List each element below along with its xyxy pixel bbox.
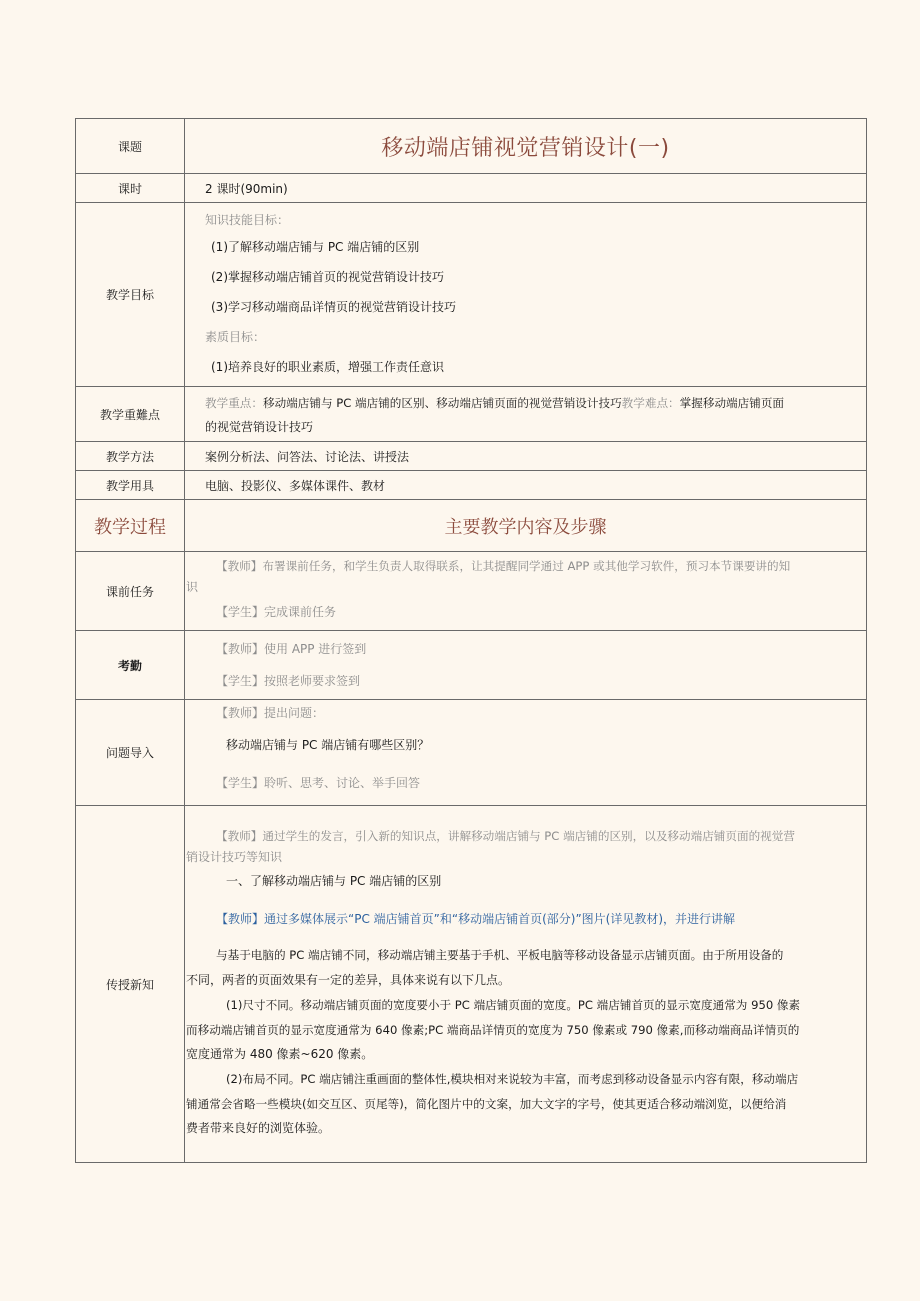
goals-cell xyxy=(185,203,867,387)
tools-label: 教学用具 xyxy=(76,471,185,500)
intro-student: 【学生】聆听、思考、讨论、举手回答 xyxy=(216,776,421,790)
key-text-1: 移动端店铺与 PC 端店铺的区别、移动端店铺页面的视觉营销设计技巧 xyxy=(262,396,622,410)
pre-student: 【学生】完成课前任务 xyxy=(216,605,337,619)
tools-value: 电脑、投影仪、多媒体课件、教材 xyxy=(185,471,867,500)
pre-teacher-a: 【教师】布署课前任务，和学生负责人取得联系，让其提醒同学通过 APP 或其他学习软件，预习本节课要讲的知 xyxy=(216,559,791,573)
intro-label: 问题导入 xyxy=(76,700,185,806)
teach-blue-note: 【教师】通过多媒体展示“PC 端店铺首页”和“移动端店铺首页(部分)”图片(详见教材)，并进行讲解 xyxy=(216,912,736,926)
goal-item: (2)掌握移动端店铺首页的视觉营销设计技巧 xyxy=(211,269,444,284)
teach-para-1b: 销设计技巧等知识 xyxy=(186,850,283,864)
key-head-1: 教学重点： xyxy=(205,396,263,410)
teach-para-3a: (1)尺寸不同。移动端店铺页面的宽度要小于 PC 端店铺页面的宽度。PC 端店铺首页的显示宽度通常为 950 像素 xyxy=(226,998,801,1012)
goals-label: 教学目标 xyxy=(76,203,185,387)
intro-cell xyxy=(185,700,867,806)
intro-teacher: 【教师】提出问题： xyxy=(216,706,325,720)
goal-item: (3)学习移动端商品详情页的视觉营销设计技巧 xyxy=(211,299,456,314)
intro-question: 移动端店铺与 PC 端店铺有哪些区别？ xyxy=(226,738,430,752)
lesson-plan xyxy=(75,118,867,1163)
teach-para-4a: (2)布局不同。PC 端店铺注重画面的整体性,模块相对来说较为丰富，而考虑到移动设备显示内容有限，移动端店 xyxy=(226,1072,799,1086)
goal-item: (1)培养良好的职业素质，增强工作责任意识 xyxy=(211,359,444,374)
method-label: 教学方法 xyxy=(76,442,185,471)
teach-para-3c: 宽度通常为 480 像素~620 像素。 xyxy=(186,1047,374,1061)
process-label: 教学过程 xyxy=(76,500,185,552)
pre-label: 课前任务 xyxy=(76,552,185,631)
teach-cell xyxy=(185,806,867,1163)
teach-para-2b: 不同，两者的页面效果有一定的差异，具体来说有以下几点。 xyxy=(186,973,511,987)
teach-para-4c: 费者带来良好的浏览体验。 xyxy=(186,1121,331,1135)
key-text-2a: 掌握移动端店铺页面 xyxy=(679,396,785,410)
attend-teacher: 【教师】使用 APP 进行签到 xyxy=(216,642,367,656)
key-head-2: 教学难点： xyxy=(621,396,680,410)
goals-knowledge-head: 知识技能目标： xyxy=(205,212,290,227)
hours-label: 课时 xyxy=(76,174,185,203)
attend-student: 【学生】按照老师要求签到 xyxy=(216,674,361,688)
teach-para-4b: 铺通常会省略一些模块(如交互区、页尾等)，简化图片中的文案，加大文字的字号，使其更适合移动端浏览，以便给消 xyxy=(186,1097,787,1111)
teach-label: 传授新知 xyxy=(76,806,185,1163)
key-label: 教学重難点 xyxy=(76,387,185,442)
teach-para-1a: 【教师】通过学生的发言，引入新的知识点，讲解移动端店铺与 PC 端店铺的区别，以及移动端店铺页面的视觉营 xyxy=(216,829,795,843)
hours-value: 2 课时(90min) xyxy=(185,174,867,203)
process-value: 主要教学内容及步骤 xyxy=(185,500,867,552)
pre-cell xyxy=(185,552,867,631)
page-title: 移动端店铺视觉营销设计(一) xyxy=(185,119,867,174)
key-text-2b: 的视觉营销设计技巧 xyxy=(205,420,314,434)
pre-teacher-b: 识 xyxy=(186,580,199,594)
key-cell xyxy=(185,387,867,442)
goal-item: (1)了解移动端店铺与 PC 端店铺的区别 xyxy=(211,239,420,254)
topic-label: 课题 xyxy=(76,119,185,174)
attend-label: 考勤 xyxy=(76,631,185,700)
method-value: 案例分析法、问答法、讨论法、讲授法 xyxy=(185,442,867,471)
teach-para-2a: 与基于电脑的 PC 端店铺不同，移动端店铺主要基于手机、平板电脑等移动设备显示店铺页面。由于所用设备的 xyxy=(216,948,784,962)
goals-quality-head: 素质目标： xyxy=(205,329,266,344)
teach-section-heading: 一、了解移动端店铺与 PC 端店铺的区别 xyxy=(226,874,442,888)
teach-para-3b: 而移动端店铺首页的显示宽度通常为 640 像素;PC 端商品详情页的宽度为 750 像素或 790 像素,而移动端商品详情页的 xyxy=(186,1023,800,1037)
attend-cell xyxy=(185,631,867,700)
lesson-plan-table xyxy=(75,118,867,1163)
